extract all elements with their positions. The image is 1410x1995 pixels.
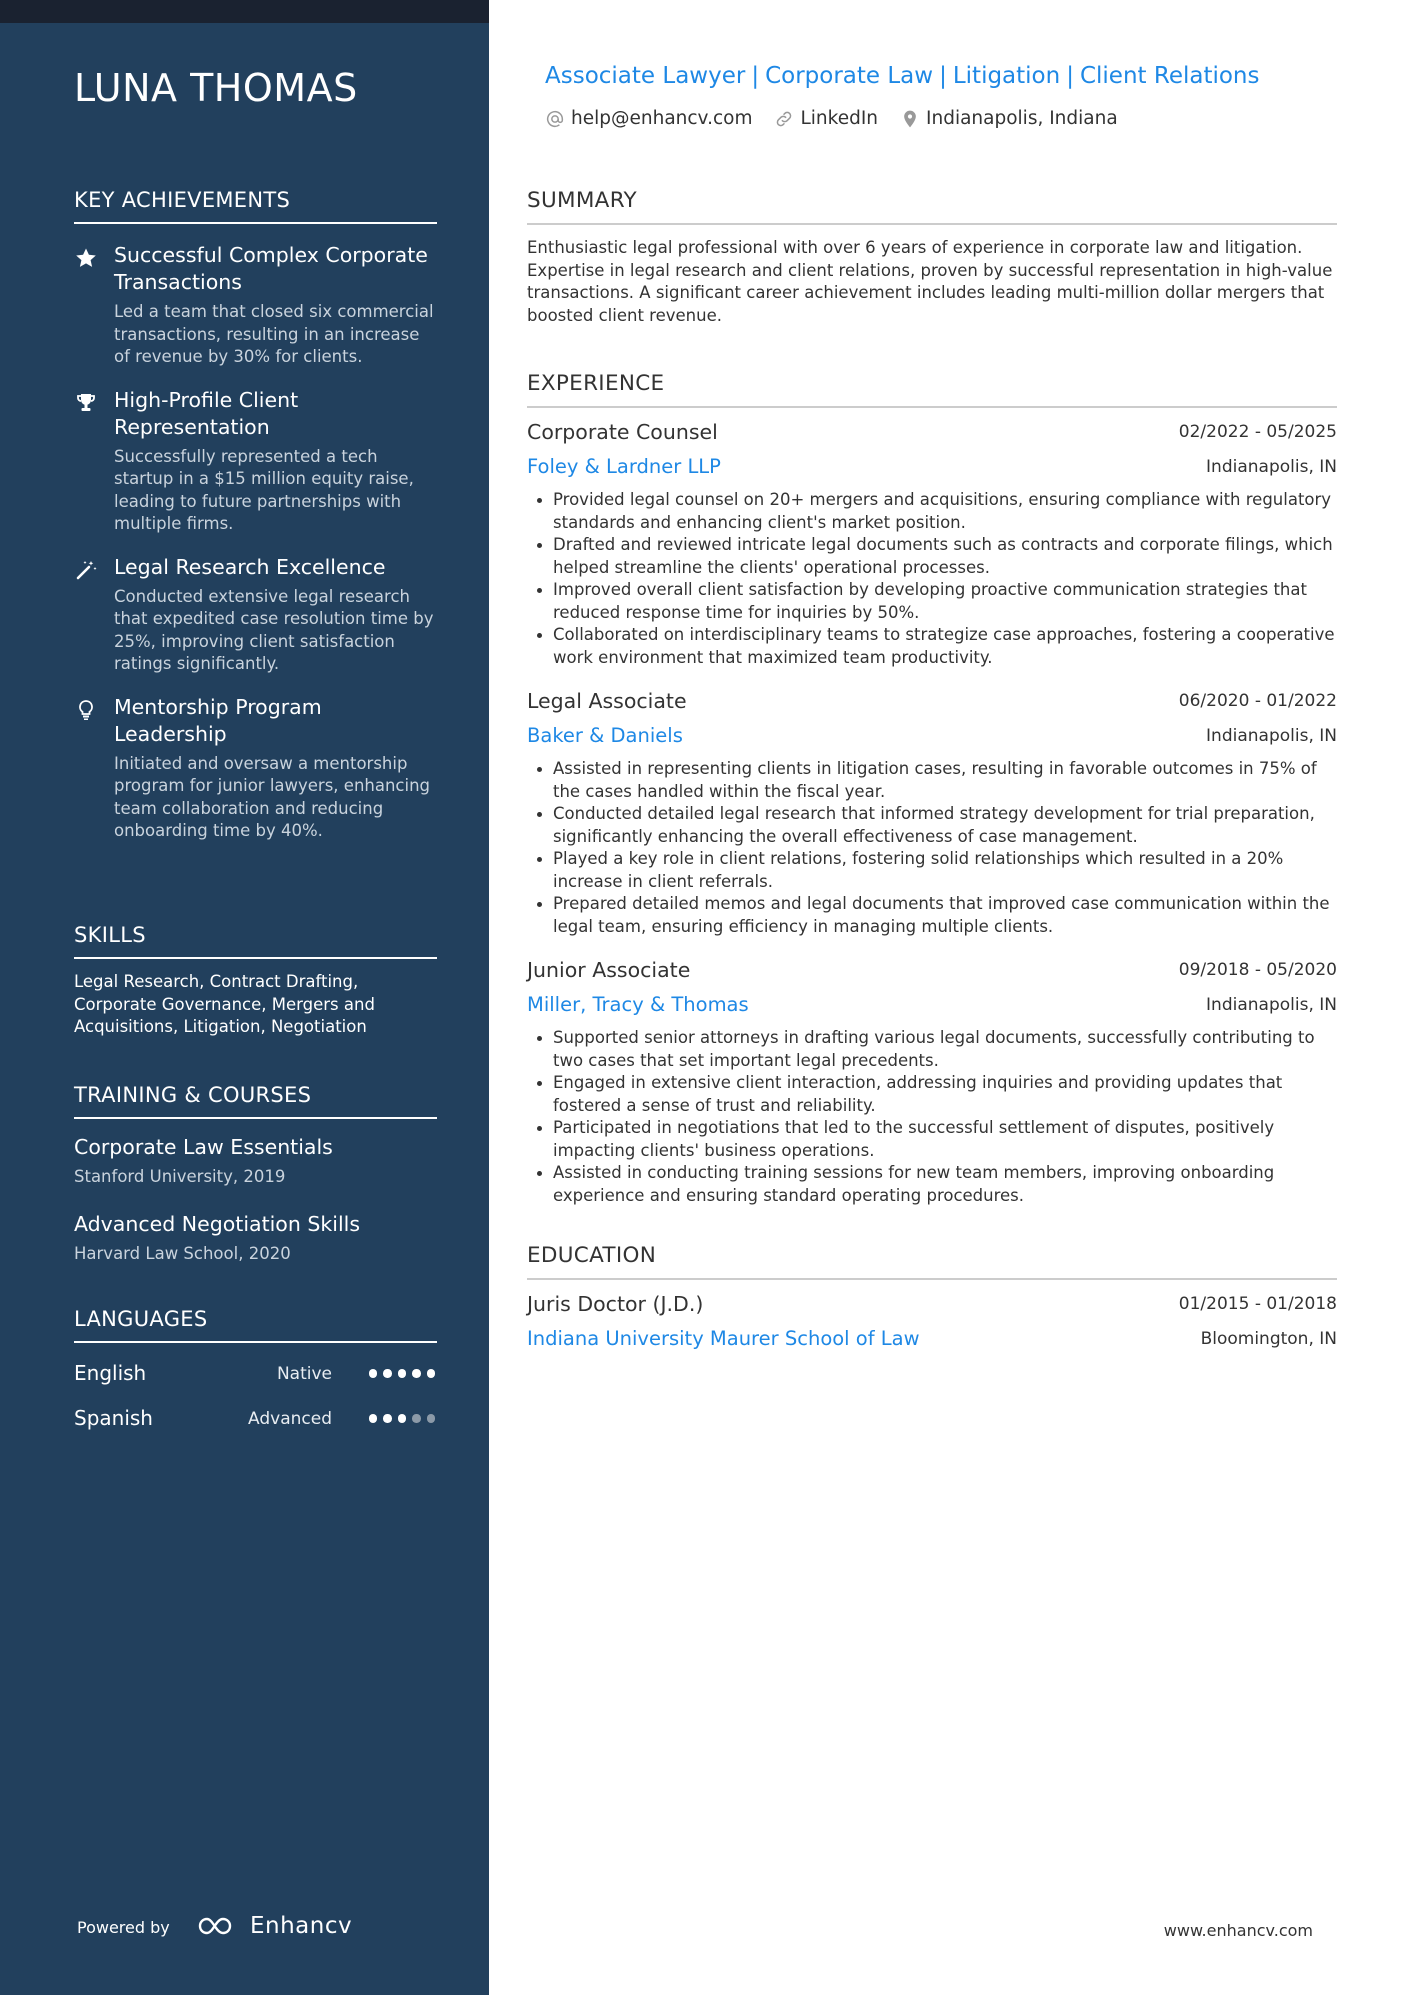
course-item — [74, 1133, 437, 1188]
training-section — [74, 1083, 437, 1265]
rating-dot — [427, 1414, 436, 1423]
job-company: Foley & Lardner LLP — [527, 455, 721, 478]
education-heading: EDUCATION — [527, 1243, 1337, 1280]
rating-dot — [398, 1369, 407, 1378]
achievement-item — [74, 554, 437, 676]
headline-item: Associate Lawyer — [545, 63, 746, 89]
achievement-title: Mentorship Program Leadership — [114, 694, 322, 746]
experience-section — [527, 371, 1337, 1207]
job-bullet: Provided legal counsel on 20+ mergers and acquisitions, ensuring compliance with regulatory standards and enhancing client's market position. — [527, 489, 1337, 534]
job-bullets — [527, 489, 1337, 669]
degree-title: Juris Doctor (J.D.) — [527, 1292, 704, 1316]
achievement-title: Successful Complex Corporate Transactions — [114, 243, 428, 294]
job-company: Baker & Daniels — [527, 724, 683, 747]
achievement-item — [74, 694, 437, 843]
language-name: English — [74, 1361, 147, 1385]
training-heading: TRAINING & COURSES — [74, 1083, 437, 1119]
achievements-heading: KEY ACHIEVEMENTS — [74, 188, 437, 224]
rating-dot — [412, 1414, 421, 1423]
summary-heading: SUMMARY — [527, 188, 1337, 225]
job-title: Legal Associate — [527, 689, 687, 713]
job-bullet: Participated in negotiations that led to the successful settlement of disputes, positively impacting clients' business operations. — [527, 1117, 1337, 1162]
email-text: help@enhancv.com — [571, 108, 753, 129]
job-bullet: Engaged in extensive client interaction, addressing inquiries and providing updates that fostered a sense of trust and reliability. — [527, 1072, 1337, 1117]
rating-dot — [383, 1369, 392, 1378]
achievement-title: High-Profile Client Representation — [114, 387, 299, 439]
language-name: Spanish — [74, 1406, 153, 1430]
education-location: Bloomington, IN — [1200, 1329, 1337, 1349]
sidebar — [0, 0, 489, 1995]
job-entry — [527, 689, 1337, 938]
job-bullets — [527, 1027, 1337, 1207]
education-dates: 01/2015 - 01/2018 — [1178, 1294, 1337, 1314]
magic-wand-icon — [74, 558, 98, 582]
job-location: Indianapolis, IN — [1206, 457, 1337, 477]
language-rating — [369, 1369, 436, 1378]
course-desc: Stanford University, 2019 — [74, 1167, 286, 1186]
brand-logo[interactable] — [196, 1910, 352, 1942]
rating-dot — [427, 1369, 436, 1378]
rating-dot — [412, 1369, 421, 1378]
job-bullet: Drafted and reviewed intricate legal documents such as contracts and corporate filings, which helped streamline the clients' operational processes. — [527, 534, 1337, 579]
at-sign-icon — [545, 109, 565, 129]
job-entry — [527, 958, 1337, 1207]
location-text: Indianapolis, Indiana — [926, 108, 1118, 129]
language-item — [74, 1361, 437, 1389]
job-entry — [527, 420, 1337, 669]
headline-item: Corporate Law — [765, 63, 934, 89]
experience-heading: EXPERIENCE — [527, 371, 1337, 408]
education-section — [527, 1243, 1337, 1355]
language-item — [74, 1406, 437, 1434]
job-bullet: Collaborated on interdisciplinary teams to strategize case approaches, fostering a cooperative work environment that maximized team productivity. — [527, 624, 1337, 669]
link-icon — [774, 109, 794, 129]
contact-link[interactable] — [774, 108, 878, 129]
education-entry — [527, 1292, 1337, 1355]
job-bullet: Assisted in representing clients in litigation cases, resulting in favorable outcomes in 75% of the cases handled within the fiscal year. — [527, 758, 1337, 803]
language-rating — [369, 1414, 436, 1423]
course-title: Advanced Negotiation Skills — [74, 1212, 361, 1236]
job-location: Indianapolis, IN — [1206, 995, 1337, 1015]
rating-dot — [369, 1369, 378, 1378]
lightbulb-icon — [74, 698, 98, 722]
language-level: Native — [276, 1364, 332, 1384]
job-dates: 02/2022 - 05/2025 — [1178, 422, 1337, 442]
job-location: Indianapolis, IN — [1206, 726, 1337, 746]
job-bullet: Prepared detailed memos and legal documents that improved case communication within the legal team, ensuring efficiency in managing multiple clients. — [527, 893, 1337, 938]
job-bullet: Supported senior attorneys in drafting various legal documents, successfully contributing to two cases that set important legal precedents. — [527, 1027, 1337, 1072]
achievement-desc: Led a team that closed six commercial transactions, resulting in an increase of revenue by 30% for clients. — [114, 302, 434, 366]
contact-bar — [545, 108, 1118, 129]
achievement-desc: Initiated and oversaw a mentorship program for junior lawyers, enhancing team collaboration and reducing onboarding time by 40%. — [114, 753, 431, 840]
achievement-title: Legal Research Excellence — [114, 554, 386, 579]
powered-by-label: Powered by — [77, 1918, 170, 1937]
achievement-desc: Successfully represented a tech startup in a $15 million equity raise, leading to future partnerships with multiple firms. — [114, 446, 414, 533]
languages-section — [74, 1307, 437, 1434]
job-title: Junior Associate — [527, 958, 691, 982]
achievement-desc: Conducted extensive legal research that expedited case resolution time by 25%, improving client satisfaction ratings significantly. — [114, 586, 434, 673]
sidebar-top-bar — [0, 0, 489, 23]
headline-separator: | — [1066, 63, 1074, 89]
headline — [545, 63, 1260, 89]
job-bullet: Improved overall client satisfaction by developing proactive communication strategies that reduced response time for inquiries by 50%. — [527, 579, 1337, 624]
language-level: Advanced — [248, 1409, 332, 1429]
skills-list: Legal Research, Contract Drafting, Corporate Governance, Mergers and Acquisitions, Litigation, Negotiation — [74, 972, 375, 1036]
languages-heading: LANGUAGES — [74, 1307, 437, 1343]
skills-heading: SKILLS — [74, 923, 437, 959]
resume-name: LUNA THOMAS — [74, 66, 358, 110]
summary-text: Enthusiastic legal professional with over 6 years of experience in corporate law and litigation. Expertise in legal research and client relations, proven by successful representation in high-value transactions. A significant career achievement includes leading multi-million dollar mergers that boosted client revenue. — [527, 238, 1333, 325]
job-bullet: Played a key role in client relations, fostering solid relationships which resulted in a 20% increase in client referrals. — [527, 848, 1337, 893]
course-item — [74, 1210, 437, 1265]
headline-separator: | — [939, 63, 947, 89]
summary-section — [527, 188, 1337, 327]
school-name: Indiana University Maurer School of Law — [527, 1327, 920, 1350]
link-text: LinkedIn — [800, 108, 879, 129]
job-title: Corporate Counsel — [527, 420, 718, 444]
rating-dot — [383, 1414, 392, 1423]
brand-name: Enhancv — [250, 1913, 353, 1939]
skills-section — [74, 923, 437, 1039]
achievements-section — [74, 188, 437, 843]
headline-separator: | — [751, 63, 760, 89]
headline-item: Litigation — [952, 63, 1061, 89]
star-icon — [74, 246, 98, 270]
achievement-item — [74, 242, 437, 369]
job-dates: 06/2020 - 01/2022 — [1178, 691, 1337, 711]
achievement-item — [74, 387, 437, 536]
job-bullet: Assisted in conducting training sessions for new team members, improving onboarding experience and ensuring standard operating procedures. — [527, 1162, 1337, 1207]
enhancv-logo-icon — [196, 1913, 242, 1939]
rating-dot — [369, 1414, 378, 1423]
location-pin-icon — [900, 109, 920, 129]
contact-email[interactable] — [545, 108, 752, 129]
footer-url[interactable]: www.enhancv.com — [1163, 1921, 1313, 1940]
job-dates: 09/2018 - 05/2020 — [1178, 960, 1337, 980]
job-company: Miller, Tracy & Thomas — [527, 993, 749, 1016]
job-bullet: Conducted detailed legal research that informed strategy development for trial preparation, significantly enhancing the overall effectiveness of case management. — [527, 803, 1337, 848]
trophy-icon — [74, 391, 98, 415]
contact-location — [900, 108, 1118, 129]
course-title: Corporate Law Essentials — [74, 1135, 333, 1159]
job-bullets — [527, 758, 1337, 938]
rating-dot — [398, 1414, 407, 1423]
headline-item: Client Relations — [1079, 63, 1260, 89]
course-desc: Harvard Law School, 2020 — [74, 1244, 291, 1263]
